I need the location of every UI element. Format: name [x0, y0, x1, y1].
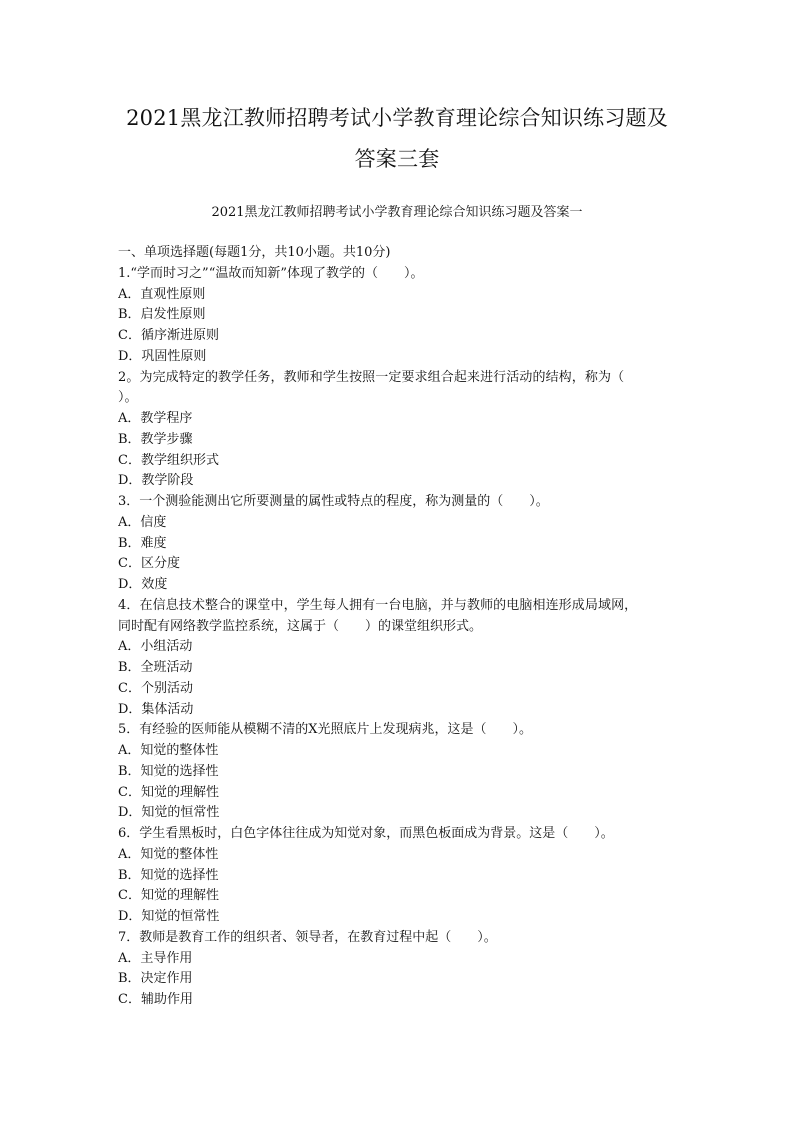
question-6-option-a: A．知觉的整体性: [118, 846, 219, 862]
section-subtitle: 2021黑龙江教师招聘考试小学教育理论综合知识练习题及答案一: [211, 205, 583, 220]
question-2-stem-continued: ）。: [118, 390, 138, 406]
question-4-option-d: D．集体活动: [118, 701, 194, 717]
question-4-option-c: C．个别活动: [118, 680, 193, 696]
document-title-line-1: 2021黑龙江教师招聘考试小学教育理论综合知识练习题及: [126, 106, 668, 130]
question-1-option-a: A．直观性原则: [118, 286, 206, 302]
question-5-option-a: A．知觉的整体性: [118, 743, 219, 758]
question-4-stem: 4．在信息技术整合的课堂中，学生每人拥有一台电脑，并与教师的电脑相连形成局域网，: [118, 597, 638, 613]
question-6-option-d: D．知觉的恒常性: [118, 909, 220, 924]
question-4-option-b: B．全班活动: [118, 660, 193, 675]
document-title-line-2: 答案三套: [354, 147, 440, 171]
question-4-stem-continued: 同时配有网络教学监控系统，这属于（ ）的课堂组织形式。: [118, 618, 483, 634]
question-3-option-c: C．区分度: [118, 556, 180, 572]
question-2-stem: 2。为完成特定的教学任务，教师和学生按照一定要求组合起来进行活动的结构，称为（: [118, 369, 625, 385]
question-4-option-a: A．小组活动: [118, 639, 193, 655]
question-6-stem: 6．学生看黑板时，白色字体往往成为知觉对象，而黑色板面成为背景。这是（ ）。: [118, 826, 614, 841]
question-1-option-c: C．循序渐进原则: [118, 328, 219, 343]
question-6-option-c: C．知觉的理解性: [118, 888, 219, 904]
question-7-option-b: B．决定作用: [118, 971, 193, 987]
question-2-option-b: B．教学步骤: [118, 431, 193, 447]
question-5-option-c: C．知觉的理解性: [118, 784, 219, 800]
question-5-stem: 5．有经验的医师能从模糊不清的X光照底片上发现病兆，这是（ ）。: [118, 722, 533, 738]
question-6-option-b: B．知觉的选择性: [118, 867, 219, 883]
question-1-stem: 1.“学而时习之”“温故而知新”体现了教学的（ ）。: [118, 265, 424, 281]
question-5-option-b: B．知觉的选择性: [118, 763, 219, 779]
question-7-option-a: A．主导作用: [118, 950, 193, 966]
section-heading: 一、单项选择题(每题1分，共10小题。共10分): [118, 245, 391, 260]
question-3-option-d: D．效度: [118, 577, 168, 592]
question-2-option-c: C．教学组织形式: [118, 452, 219, 468]
question-1-option-b: B．启发性原则: [118, 307, 206, 323]
question-2-option-d: D．教学阶段: [118, 473, 194, 489]
question-list: [118, 243, 678, 1011]
question-5-option-d: D．知觉的恒常性: [118, 805, 220, 821]
question-7-stem: 7．教师是教育工作的组织者、领导者，在教育过程中起（ ）。: [118, 929, 497, 945]
question-1-option-d: D．巩固性原则: [118, 348, 207, 364]
question-3-stem: 3．一个测验能测出它所要测量的属性或特点的程度，称为测量的（ ）。: [118, 494, 549, 509]
question-2-option-a: A．教学程序: [118, 411, 193, 426]
question-3-option-b: B．难度: [118, 535, 167, 551]
question-3-option-a: A．信度: [118, 514, 167, 530]
question-7-option-c: C．辅助作用: [118, 992, 193, 1007]
